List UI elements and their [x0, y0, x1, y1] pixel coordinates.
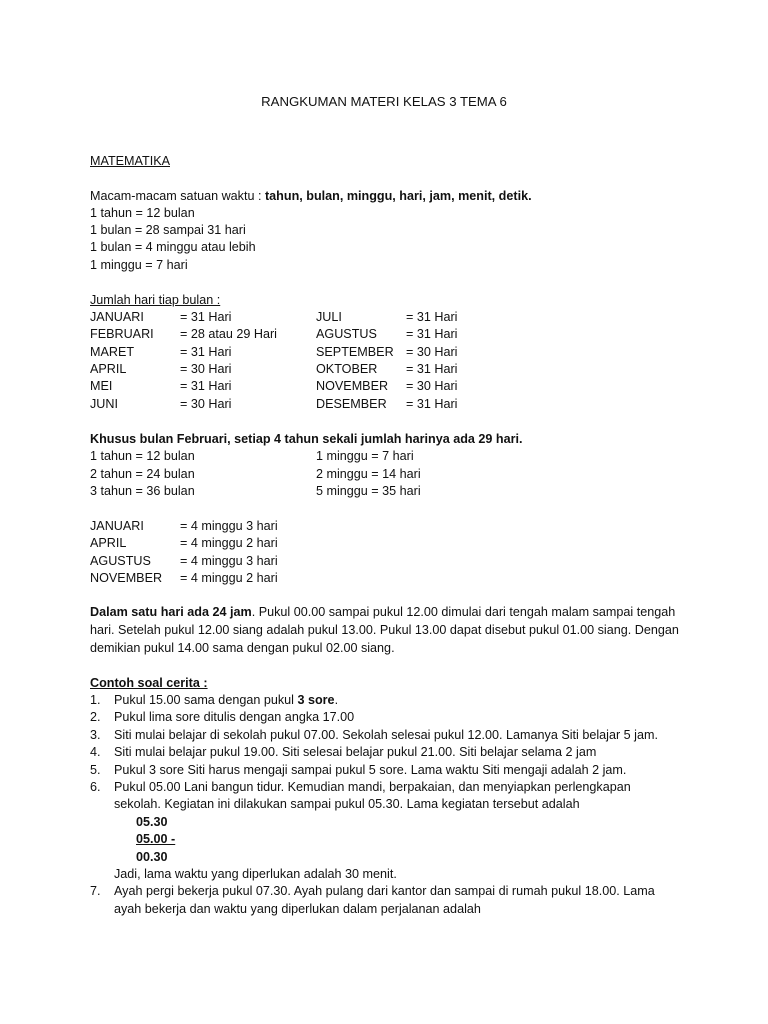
paragraph-line: demikian pukul 14.00 sama dengan pukul 02.00 siang.: [90, 641, 395, 655]
list-number: 2.: [90, 710, 101, 724]
month-days: = 31 Hari: [406, 310, 458, 324]
month-name: OKTOBER: [316, 362, 378, 376]
month-name: FEBRUARI: [90, 327, 154, 341]
paragraph-bold: Dalam satu hari ada 24 jam: [90, 605, 252, 619]
year-conversion: 1 tahun = 12 bulan: [90, 449, 195, 463]
list-item-bold: 3 sore: [297, 693, 335, 707]
month-days: = 31 Hari: [406, 362, 458, 376]
month-days: = 31 Hari: [406, 397, 458, 411]
calculation-line: 05.00 -: [136, 832, 176, 846]
list-number: 4.: [90, 745, 101, 759]
list-item: Pukul lima sore ditulis dengan angka 17.00: [114, 710, 355, 724]
month-days: = 30 Hari: [406, 379, 458, 393]
month-days: = 28 atau 29 Hari: [180, 327, 277, 341]
month-name: DESEMBER: [316, 397, 387, 411]
conversion-line: 1 bulan = 28 sampai 31 hari: [90, 223, 246, 237]
month-days: = 31 Hari: [180, 310, 232, 324]
list-item: Siti mulai belajar di sekolah pukul 07.00. Sekolah selesai pukul 12.00. Lamanya Siti belajar 5 jam.: [114, 728, 658, 742]
list-item-continued: sekolah. Kegiatan ini dilakukan sampai pukul 05.30. Lama kegiatan tersebut adalah: [114, 797, 580, 811]
month-weeks: = 4 minggu 3 hari: [180, 519, 278, 533]
list-item-continued: Jadi, lama waktu yang diperlukan adalah 30 menit.: [114, 867, 397, 881]
month-weeks: = 4 minggu 2 hari: [180, 571, 278, 585]
month-days: = 31 Hari: [180, 345, 232, 359]
february-note: Khusus bulan Februari, setiap 4 tahun sekali jumlah harinya ada 29 hari.: [90, 432, 523, 446]
list-number: 3.: [90, 728, 101, 742]
list-number: 5.: [90, 763, 101, 777]
month-name: JANUARI: [90, 310, 144, 324]
list-number: 1.: [90, 693, 101, 707]
days-heading: Jumlah hari tiap bulan :: [90, 293, 221, 307]
month-name: APRIL: [90, 362, 127, 376]
month-weeks: = 4 minggu 2 hari: [180, 536, 278, 550]
intro-prefix: Macam-macam satuan waktu :: [90, 189, 265, 203]
intro-line: [90, 188, 532, 205]
month-name: JANUARI: [90, 519, 144, 533]
list-item: Siti mulai belajar pukul 19.00. Siti selesai belajar pukul 21.00. Siti belajar selama 2 jam: [114, 745, 597, 759]
list-item: Pukul 3 sore Siti harus mengaji sampai pukul 5 sore. Lama waktu Siti mengaji adalah 2 jam.: [114, 763, 627, 777]
list-number: 7.: [90, 884, 101, 898]
month-name: AGUSTUS: [90, 554, 151, 568]
month-name: NOVEMBER: [316, 379, 389, 393]
calculation-result: 00.30: [136, 850, 168, 864]
conversion-line: 1 bulan = 4 minggu atau lebih: [90, 240, 256, 254]
document-title: RANGKUMAN MATERI KELAS 3 TEMA 6: [261, 94, 507, 109]
week-conversion: 1 minggu = 7 hari: [316, 449, 414, 463]
list-number: 6.: [90, 780, 101, 794]
list-item-text: Pukul 15.00 sama dengan pukul: [114, 693, 298, 707]
month-days: = 31 Hari: [406, 327, 458, 341]
year-conversion: 2 tahun = 24 bulan: [90, 467, 195, 481]
month-name: APRIL: [90, 536, 127, 550]
list-item: [114, 692, 338, 709]
intro-units: tahun, bulan, minggu, hari, jam, menit, detik.: [264, 189, 532, 203]
conversion-line: 1 minggu = 7 hari: [90, 258, 188, 272]
month-name: AGUSTUS: [316, 327, 377, 341]
year-conversion: 3 tahun = 36 bulan: [90, 484, 195, 498]
month-name: MEI: [90, 379, 113, 393]
month-name: SEPTEMBER: [316, 345, 394, 359]
section-heading: MATEMATIKA: [90, 154, 170, 168]
list-item: Pukul 05.00 Lani bangun tidur. Kemudian mandi, berpakaian, dan menyiapkan perlengkapan: [114, 780, 631, 794]
week-conversion: 5 minggu = 35 hari: [316, 484, 421, 498]
week-conversion: 2 minggu = 14 hari: [316, 467, 421, 481]
month-name: JULI: [316, 310, 342, 324]
month-days: = 30 Hari: [406, 345, 458, 359]
month-name: MARET: [90, 345, 135, 359]
paragraph-text: . Pukul 00.00 sampai pukul 12.00 dimulai dari tengah malam sampai tengah: [251, 605, 676, 619]
conversion-line: 1 tahun = 12 bulan: [90, 206, 195, 220]
paragraph-line: [90, 604, 675, 621]
month-days: = 30 Hari: [180, 362, 232, 376]
list-item: Ayah pergi bekerja pukul 07.30. Ayah pulang dari kantor dan sampai di rumah pukul 18.00. Lama: [114, 884, 655, 898]
month-weeks: = 4 minggu 3 hari: [180, 554, 278, 568]
examples-heading: Contoh soal cerita :: [90, 676, 208, 690]
month-days: = 30 Hari: [180, 397, 232, 411]
paragraph-line: hari. Setelah pukul 12.00 siang adalah pukul 13.00. Pukul 13.00 dapat disebut pukul 01.00 siang. Dengan: [90, 623, 679, 637]
month-name: JUNI: [90, 397, 118, 411]
list-item-continued: ayah bekerja dan waktu yang diperlukan dalam perjalanan adalah: [114, 902, 481, 916]
month-days: = 31 Hari: [180, 379, 232, 393]
calculation-line: 05.30: [136, 815, 168, 829]
month-name: NOVEMBER: [90, 571, 163, 585]
list-item-text: .: [334, 693, 339, 707]
